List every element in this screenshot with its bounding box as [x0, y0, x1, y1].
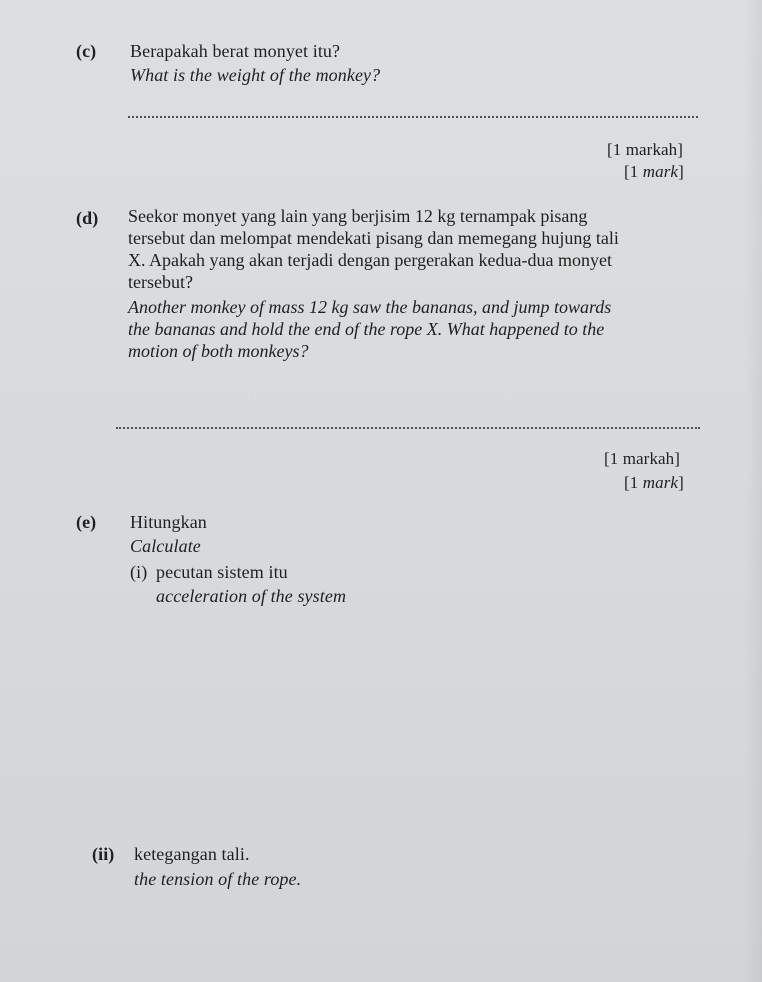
- part-d-marks-malay: [1 markah]: [604, 449, 681, 468]
- mark-word: mark: [642, 162, 679, 181]
- english-line: the bananas and hold the end of the rope X. What happened to the: [128, 319, 605, 339]
- bracket-open: [1: [624, 162, 643, 181]
- part-e-heading-malay: Hitungkan: [130, 512, 207, 532]
- part-e-ii-malay: ketegangan tali.: [134, 844, 250, 864]
- part-e-i-malay: pecutan sistem itu: [156, 562, 288, 582]
- bracket-open: [1: [624, 473, 643, 492]
- part-c-label: (c): [76, 41, 97, 61]
- answer-line-c: [128, 116, 698, 118]
- mark-word: mark: [642, 473, 679, 492]
- malay-line: X. Apakah yang akan terjadi dengan pergerakan kedua-dua monyet: [128, 250, 612, 270]
- bracket-close: ]: [678, 473, 684, 492]
- malay-line: tersebut?: [128, 272, 193, 292]
- part-e-label: (e): [76, 512, 97, 532]
- part-d-question-english: [128, 296, 611, 362]
- part-e-i-english: acceleration of the system: [156, 586, 347, 606]
- part-e-heading-english: Calculate: [130, 536, 201, 556]
- part-d-question-malay: [128, 205, 619, 293]
- part-d-label: (d): [76, 208, 99, 228]
- part-e-i-label: (i): [130, 562, 148, 582]
- malay-line: Seekor monyet yang lain yang berjisim 12 kg ternampak pisang: [128, 206, 588, 226]
- page-edge-shadow: [744, 0, 762, 982]
- answer-line-d: [116, 427, 700, 429]
- english-line: motion of both monkeys?: [128, 341, 309, 361]
- part-d-marks-english: [624, 472, 684, 494]
- part-e-ii-english: the tension of the rope.: [134, 869, 302, 889]
- bracket-close: ]: [678, 162, 684, 181]
- part-e-ii-label: (ii): [92, 844, 115, 864]
- part-c-question-malay: Berapakah berat monyet itu?: [130, 41, 341, 61]
- part-c-marks-english: [624, 161, 684, 183]
- part-c-marks-malay: [1 markah]: [607, 140, 684, 159]
- english-line: Another monkey of mass 12 kg saw the bananas, and jump towards: [128, 297, 612, 317]
- part-c-question-english: What is the weight of the monkey?: [130, 65, 381, 85]
- malay-line: tersebut dan melompat mendekati pisang dan memegang hujung tali: [128, 228, 619, 248]
